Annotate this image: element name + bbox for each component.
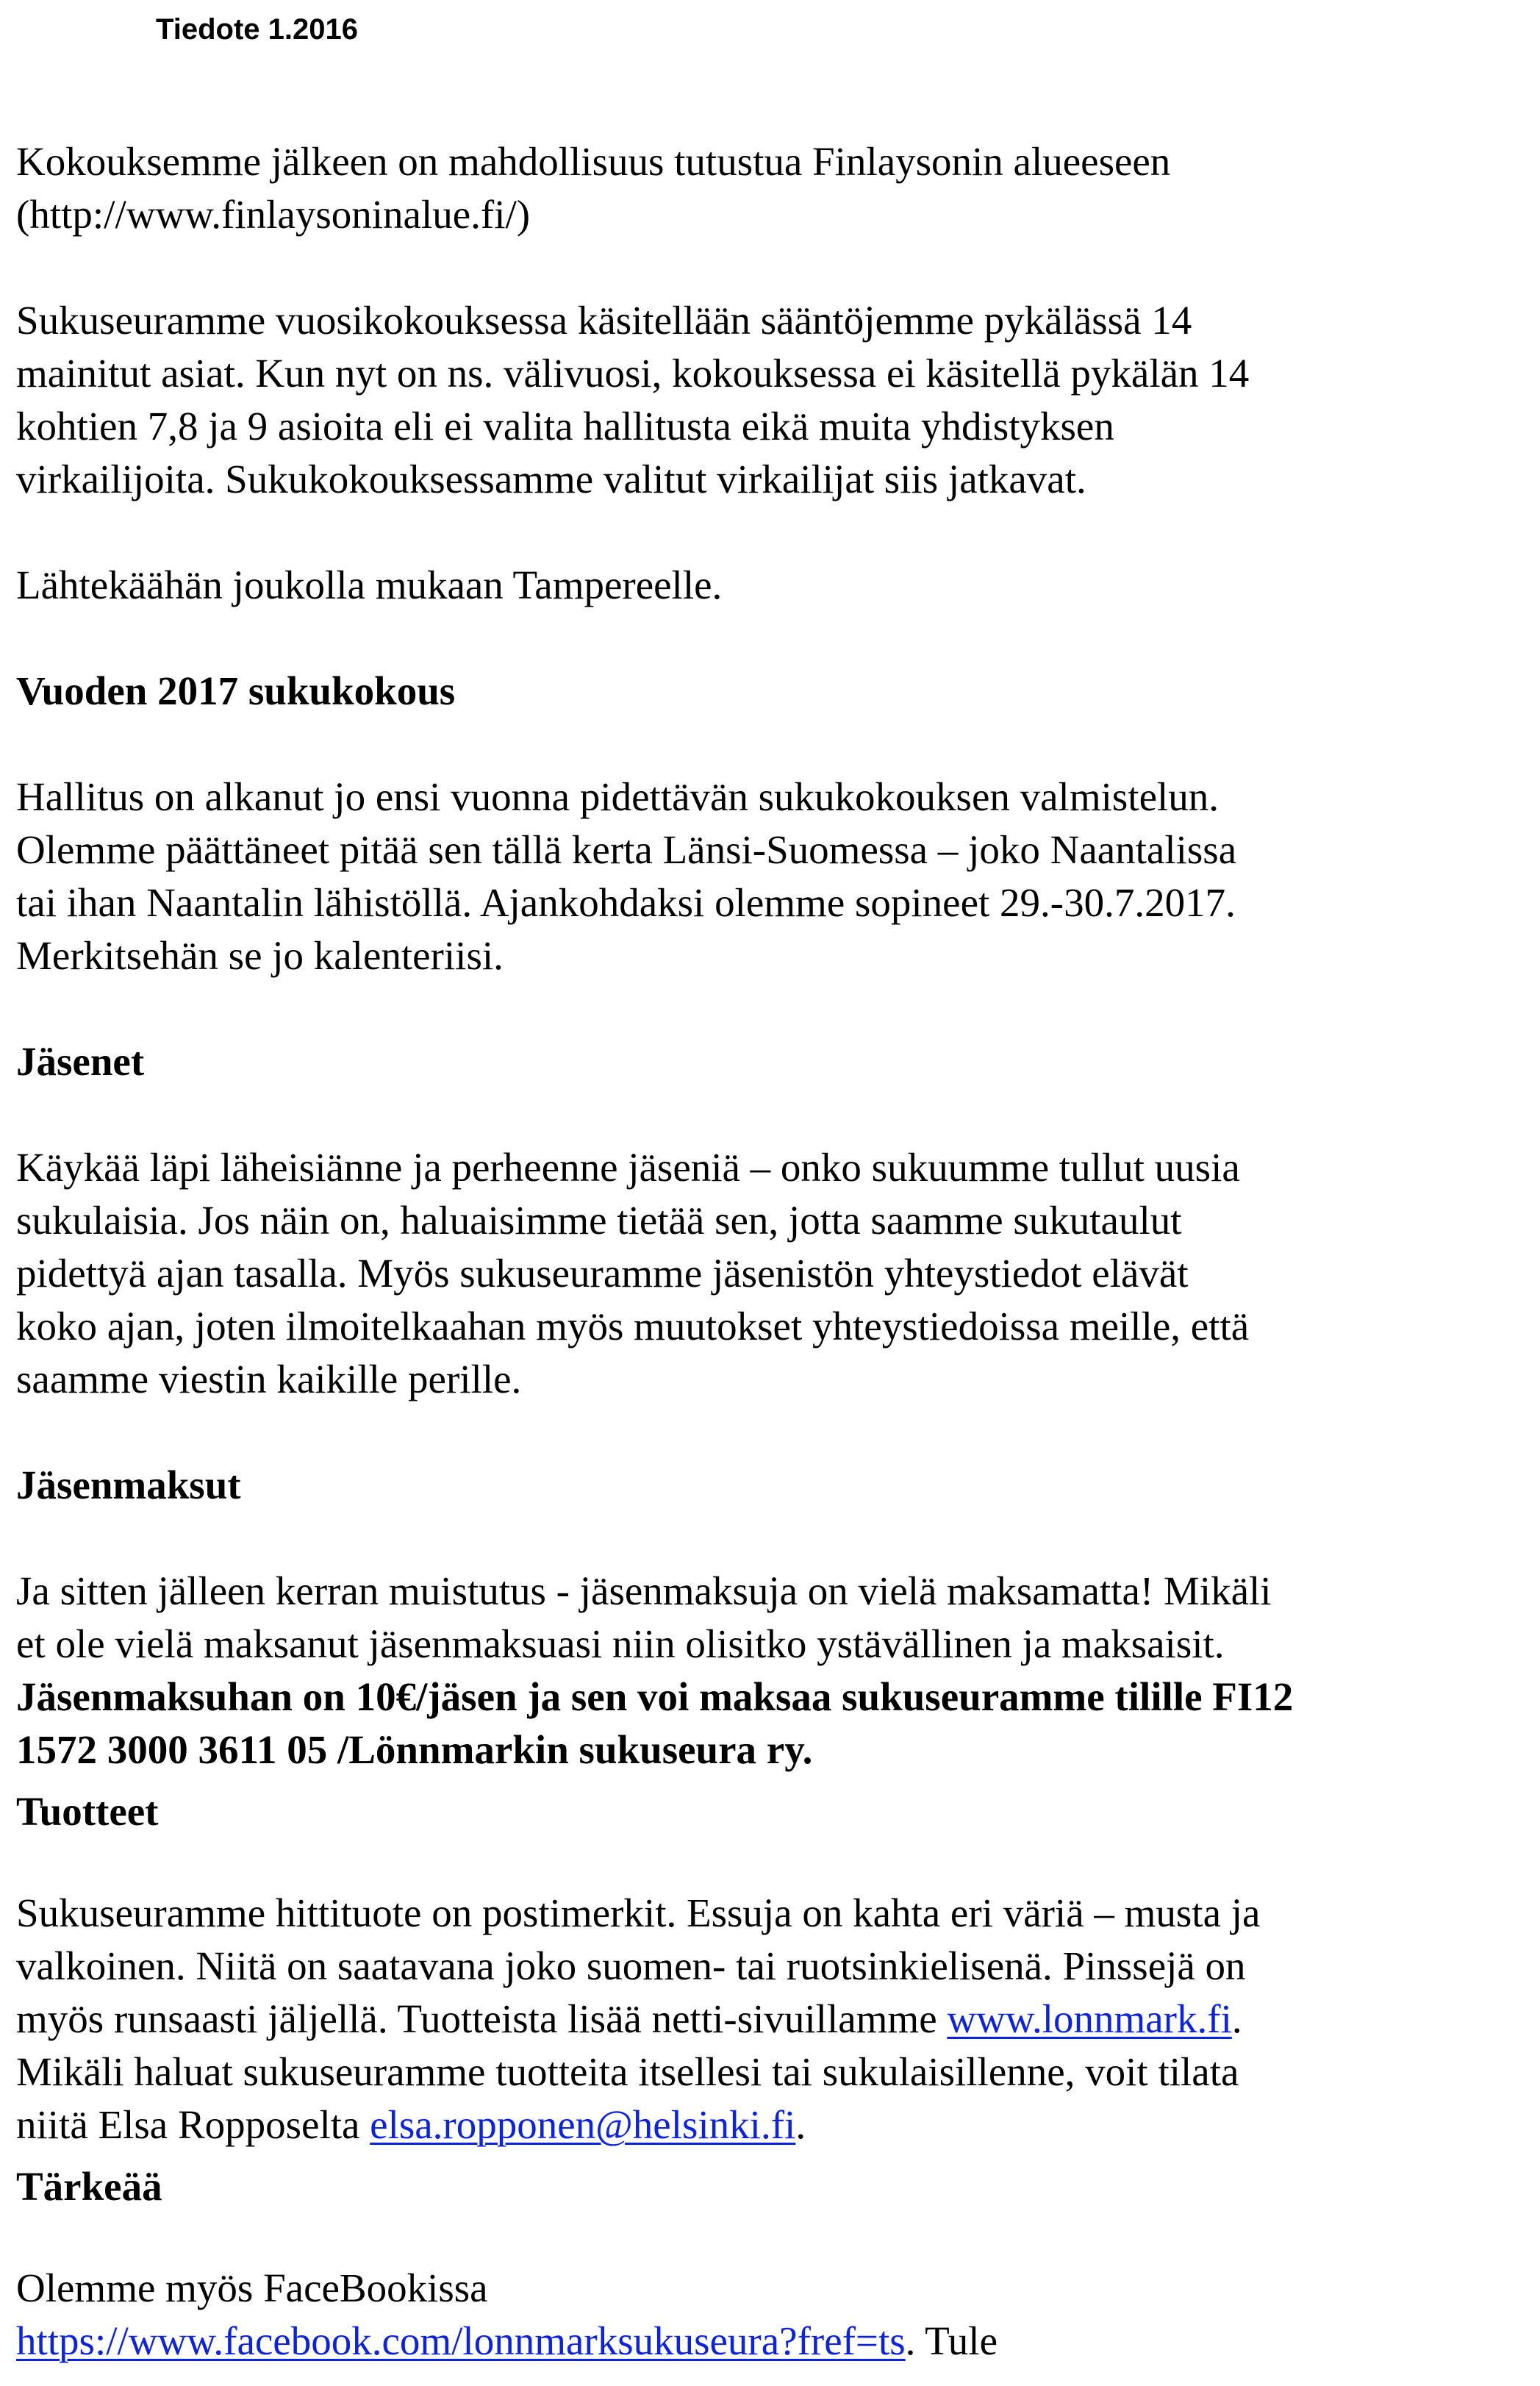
- meeting-line-1: Hallitus on alkanut jo ensi vuonna pidettävän sukukokouksen valmistelun.: [16, 774, 1220, 819]
- heading-members: Jäsenet: [16, 1039, 145, 1084]
- intro-line-1: Kokouksemme jälkeen on mahdollisuus tutustua Finlaysonin alueeseen: [16, 139, 1171, 184]
- members-line-3: pidettyä ajan tasalla. Myös sukuseuramme jäsenistön yhteystiedot elävät: [16, 1251, 1189, 1296]
- heading-meeting-2017: Vuoden 2017 sukukokous: [16, 668, 456, 713]
- agenda-line-2: mainitut asiat. Kun nyt on ns. välivuosi, kokouksessa ei käsitellä pykälän 14: [16, 351, 1250, 396]
- products-line-3-text: myös runsaasti jäljellä. Tuotteista lisää netti-sivuillamme: [16, 1996, 948, 2041]
- document-body: [16, 135, 1523, 2368]
- fees-line-4: 1572 3000 3611 05 /Lönnmarkin sukuseura ry.: [16, 1727, 813, 1772]
- agenda-line-1: Sukuseuramme vuosikokouksessa käsitellään sääntöjemme pykälässä 14: [16, 298, 1192, 343]
- heading-products: Tuotteet: [16, 1789, 159, 1834]
- heading-membership-fees: Jäsenmaksut: [16, 1462, 241, 1507]
- intro-line-2: (http://www.finlaysoninalue.fi/): [16, 192, 531, 237]
- members-line-1: Käykää läpi läheisiänne ja perheenne jäseniä – onko sukuumme tullut uusia: [16, 1145, 1240, 1190]
- products-line-3-period: .: [1231, 1996, 1242, 2041]
- products-line-5-text: niitä Elsa Ropposelta: [16, 2102, 370, 2147]
- invitation-line: Lähtekäähän joukolla mukaan Tampereelle.: [16, 562, 723, 607]
- email-link[interactable]: elsa.ropponen@helsinki.fi: [370, 2102, 796, 2147]
- products-line-3: [16, 1993, 1523, 2046]
- agenda-line-3: kohtien 7,8 ja 9 asioita eli ei valita hallitusta eikä muita yhdistyksen: [16, 404, 1114, 449]
- important-line-1: Olemme myös FaceBookissa: [16, 2265, 488, 2310]
- products-line-2: valkoinen. Niitä on saatavana joko suomen- tai ruotsinkielisenä. Pinssejä on: [16, 1943, 1246, 1988]
- document-header: Tiedote 1.2016: [156, 13, 358, 46]
- fees-line-1: Ja sitten jälleen kerran muistutus - jäsenmaksuja on vielä maksamatta! Mikäli: [16, 1568, 1272, 1613]
- members-line-4: koko ajan, joten ilmoitelkaahan myös muutokset yhteystiedoissa meille, että: [16, 1304, 1250, 1349]
- products-line-1: Sukuseuramme hittituote on postimerkit. Essuja on kahta eri väriä – musta ja: [16, 1890, 1261, 1935]
- products-line-5-period: .: [795, 2102, 806, 2147]
- meeting-line-4: Merkitsehän se jo kalenteriisi.: [16, 933, 504, 978]
- members-line-5: saamme viestin kaikille perille.: [16, 1357, 522, 1401]
- facebook-link[interactable]: https://www.facebook.com/lonnmarksukuseura?fref=ts: [16, 2318, 906, 2363]
- products-line-4: Mikäli haluat sukuseuramme tuotteita itsellesi tai sukulaisillenne, voit tilata: [16, 2049, 1239, 2094]
- heading-important: Tärkeää: [16, 2164, 162, 2209]
- products-line-5: [16, 2099, 1523, 2151]
- important-line-2: [16, 2315, 1523, 2368]
- website-link[interactable]: www.lonnmark.fi: [947, 1996, 1232, 2041]
- agenda-line-4: virkailijoita. Sukukokouksessamme valitut virkailijat siis jatkavat.: [16, 457, 1086, 501]
- members-line-2: sukulaisia. Jos näin on, haluaisimme tietää sen, jotta saamme sukutaulut: [16, 1198, 1182, 1243]
- meeting-line-3: tai ihan Naantalin lähistöllä. Ajankohdaksi olemme sopineet 29.-30.7.2017.: [16, 880, 1236, 925]
- fees-line-2: et ole vielä maksanut jäsenmaksuasi niin olisitko ystävällinen ja maksaisit.: [16, 1621, 1225, 1666]
- fees-line-3: Jäsenmaksuhan on 10€/jäsen ja sen voi maksaa sukuseuramme tilille FI12: [16, 1674, 1294, 1719]
- important-line-2-tail: . Tule: [905, 2318, 998, 2363]
- meeting-line-2: Olemme päättäneet pitää sen tällä kerta Länsi-Suomessa – joko Naantalissa: [16, 827, 1237, 872]
